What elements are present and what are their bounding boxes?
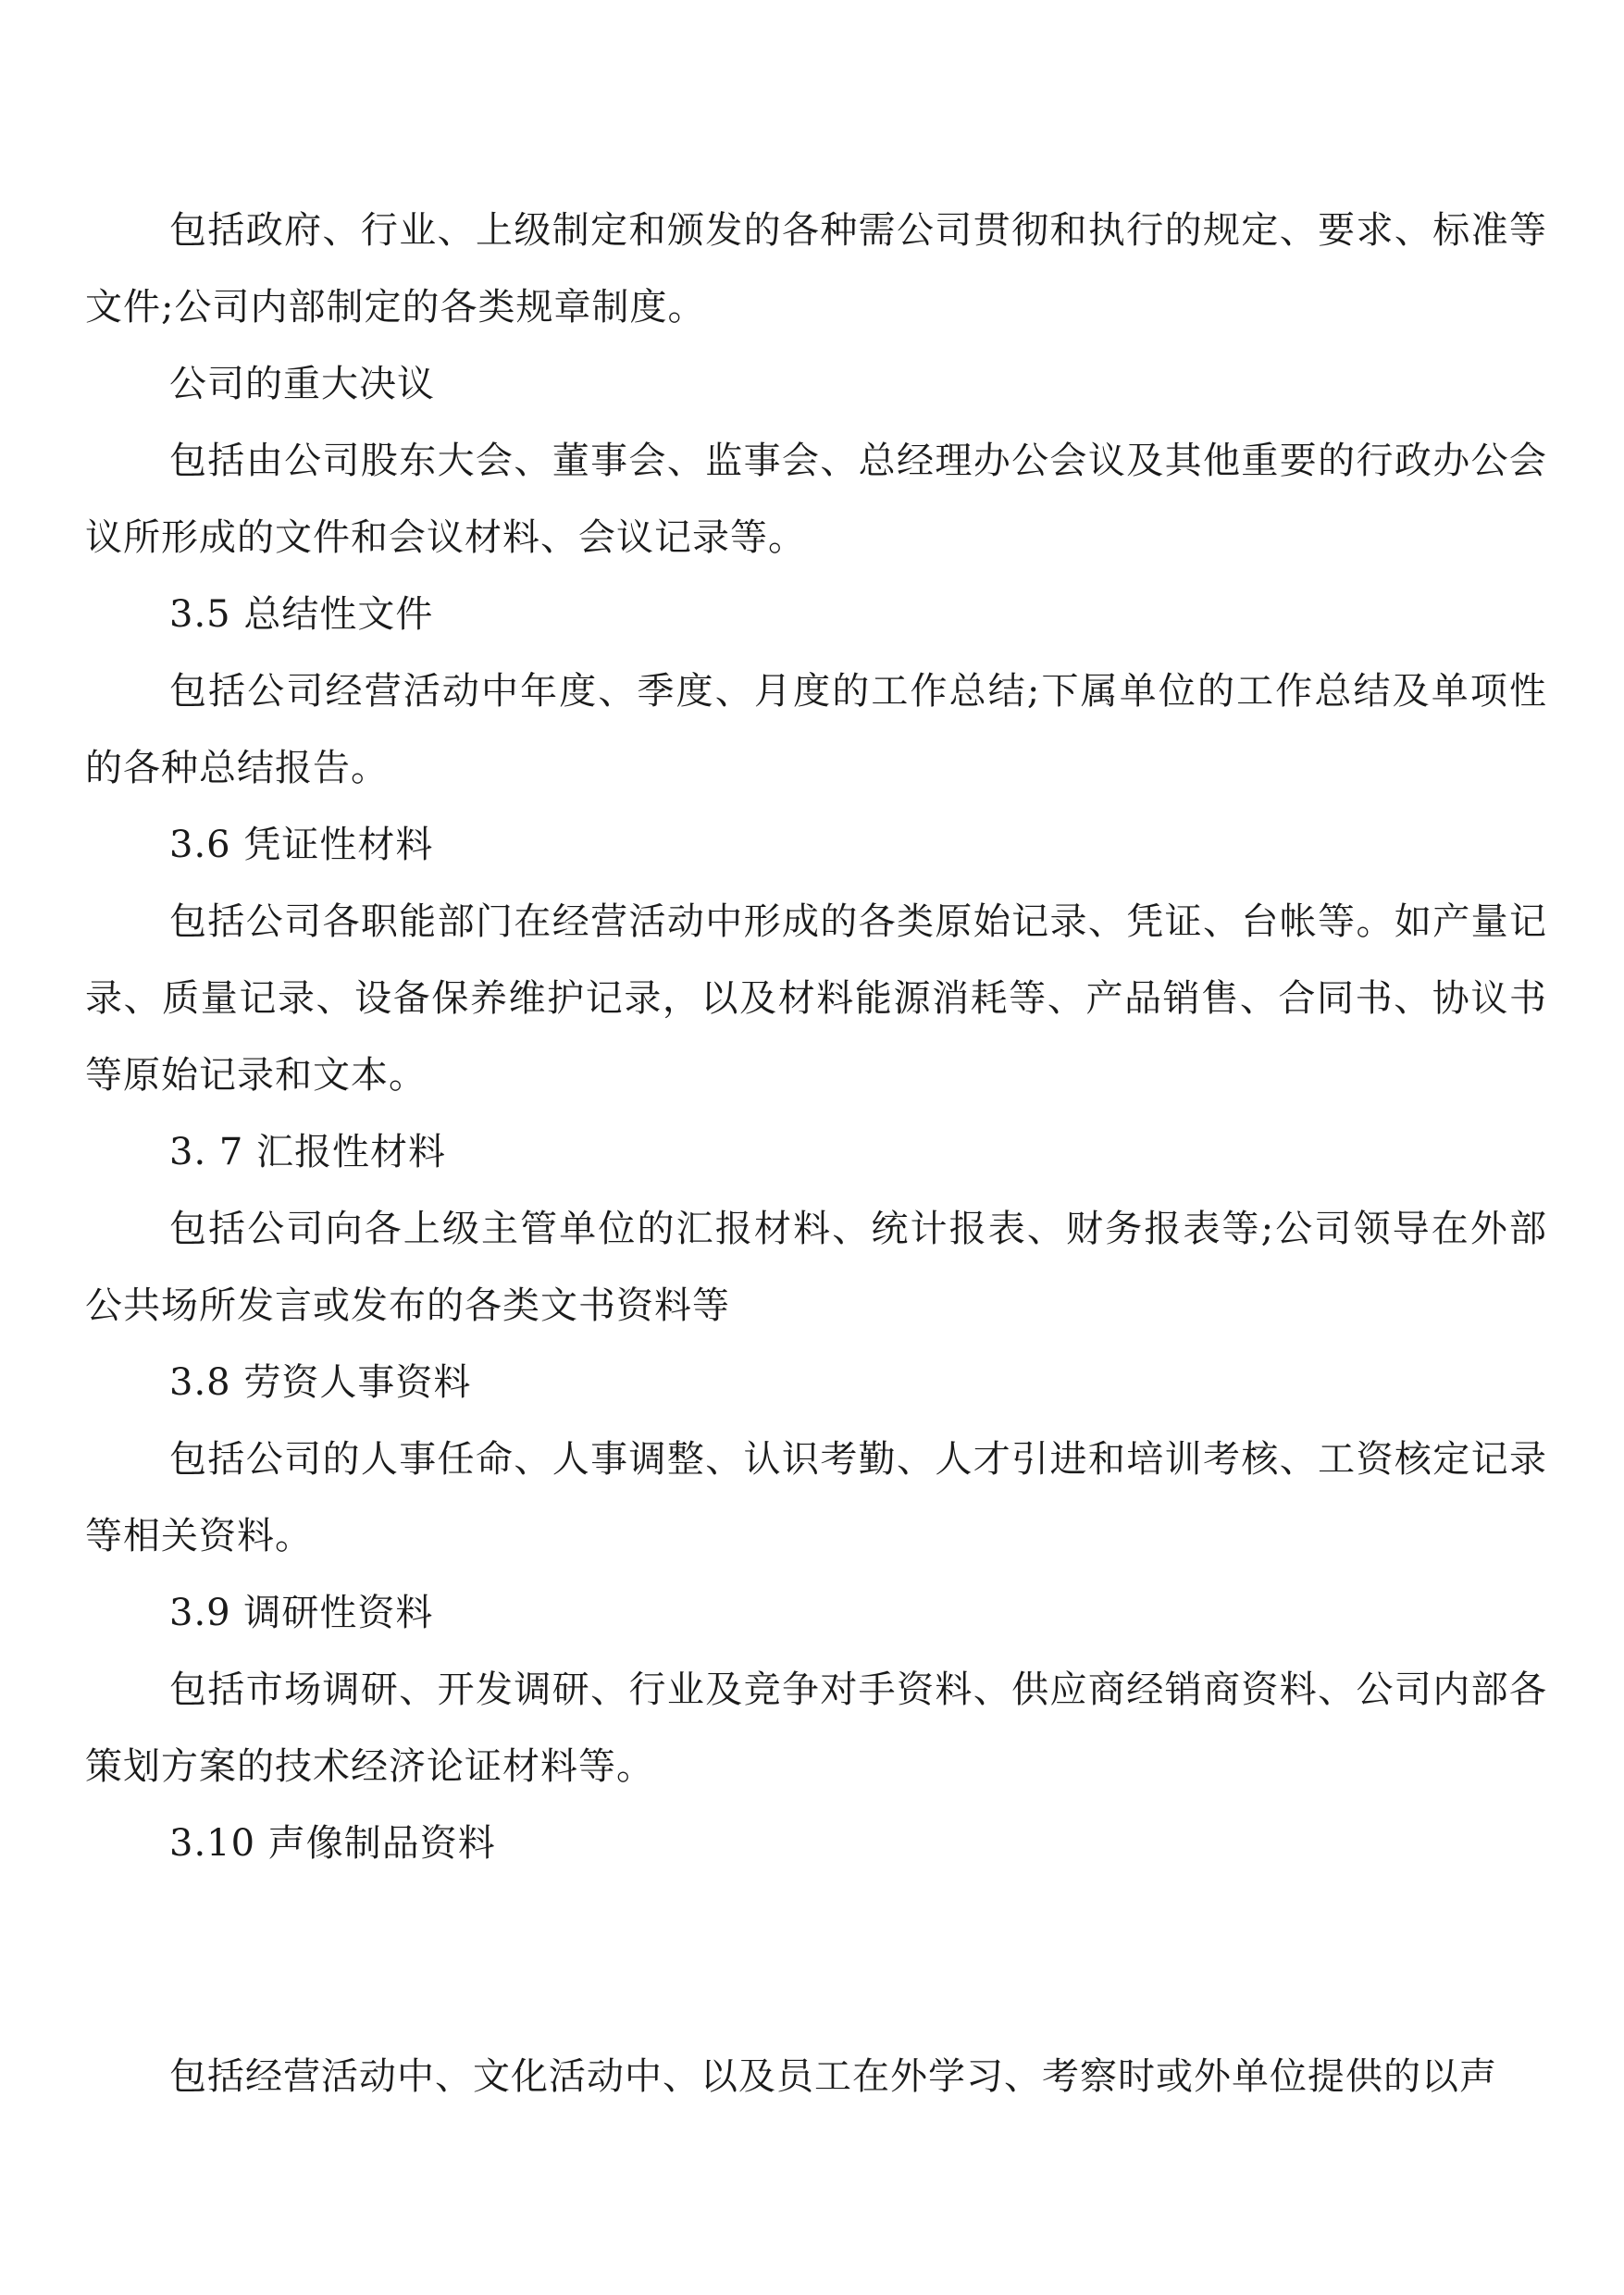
section-heading: 3.5 总结性文件 <box>169 593 434 636</box>
paragraph-line: 等相关资料。 <box>85 1515 313 1557</box>
paragraph-line: 文件;公司内部制定的各类规章制度。 <box>85 286 706 329</box>
paragraph-line: 录、质量记录、设备保养维护记录，以及材料能源消耗等、产品销售、合同书、协议书 <box>85 977 1547 1020</box>
section-heading: 3.9 调研性资料 <box>169 1592 434 1634</box>
section-heading: 公司的重大决议 <box>169 363 435 405</box>
paragraph-line: 包括公司各职能部门在经营活动中形成的各类原始记录、凭证、台帐等。如产量记 <box>169 900 1547 943</box>
paragraph-line: 公共场所发言或发布的各类文书资料等 <box>85 1284 730 1327</box>
paragraph-line: 包括市场调研、开发调研、行业及竞争对手资料、供应商经销商资料、公司内部各 <box>169 1669 1547 1711</box>
section-heading: 3.6 凭证性材料 <box>169 824 434 866</box>
paragraph-line: 包括由公司股东大会、董事会、监事会、总经理办公会议及其他重要的行政办公会 <box>169 440 1547 482</box>
section-heading: 3. 7 汇报性材料 <box>169 1131 447 1173</box>
paragraph-line: 包括公司向各上级主管单位的汇报材料、统计报表、财务报表等;公司领导在外部 <box>169 1208 1547 1250</box>
section-heading: 3.10 声像制品资料 <box>169 1822 496 1865</box>
paragraph-line: 议所形成的文件和会议材料、会议记录等。 <box>85 516 806 559</box>
paragraph-line: 策划方案的技术经济论证材料等。 <box>85 1745 654 1788</box>
section-heading: 3.8 劳资人事资料 <box>169 1361 472 1404</box>
paragraph-line: 包括政府、行业、上级制定和颁发的各种需公司贯彻和执行的规定、要求、标准等 <box>169 209 1547 252</box>
paragraph-line: 包括公司的人事任命、人事调整、认识考勤、人才引进和培训考核、工资核定记录 <box>169 1438 1547 1481</box>
paragraph-line: 包括公司经营活动中年度、季度、月度的工作总结;下属单位的工作总结及单项性 <box>169 670 1547 713</box>
paragraph-line: 等原始记录和文本。 <box>85 1054 427 1097</box>
paragraph-line: 的各种总结报告。 <box>85 747 389 789</box>
paragraph-line: 包括经营活动中、文化活动中、以及员工在外学习、考察时或外单位提供的以声 <box>169 2055 1497 2098</box>
